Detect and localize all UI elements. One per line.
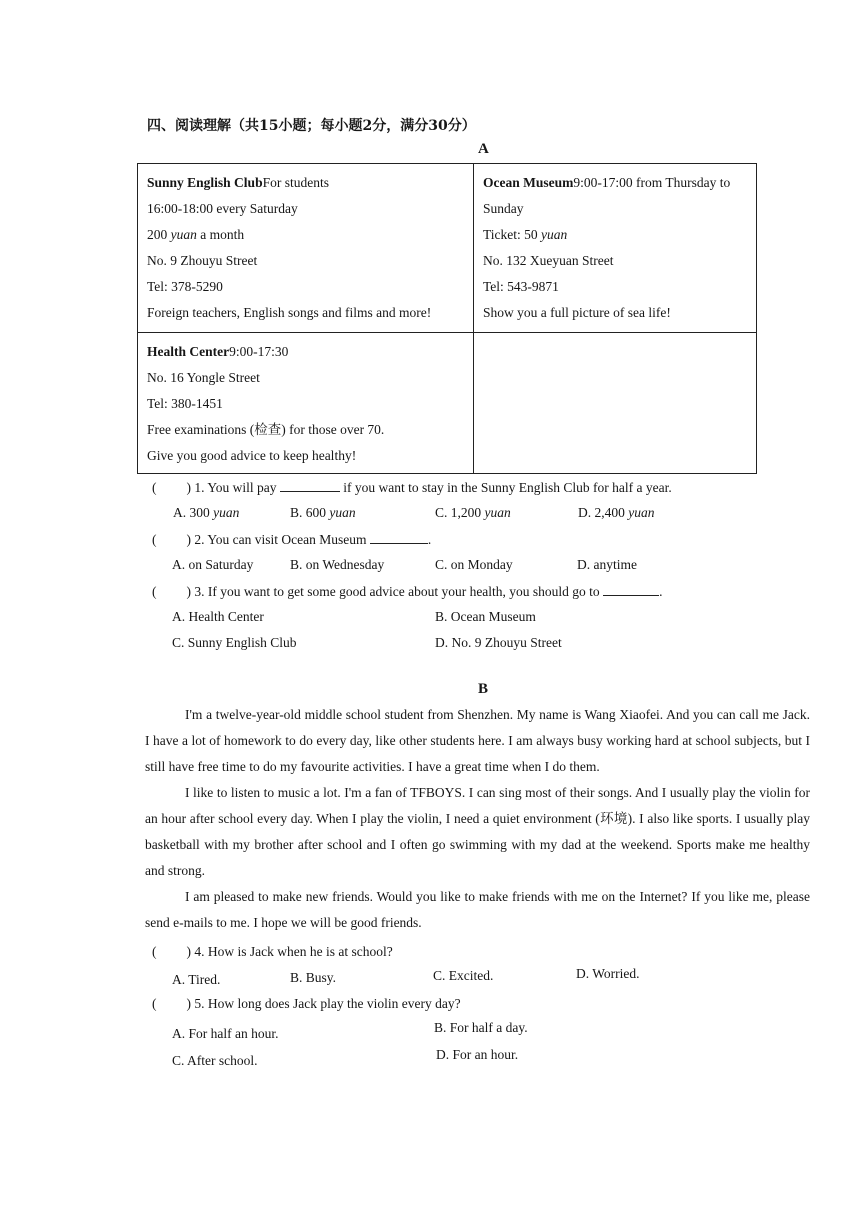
question-stem: You can visit Ocean Museum [207, 532, 367, 547]
question-3 [152, 583, 662, 600]
ad-line: Give you good advice to keep healthy! [147, 448, 357, 463]
question-number: 1. [194, 480, 205, 495]
ad-line: Tel: 378-5290 [147, 279, 223, 294]
answer-paren-open: ( [152, 532, 157, 547]
ad-line: Tel: 543-9871 [483, 279, 559, 294]
ad-health-center [138, 333, 474, 474]
option-d: D. anytime [577, 557, 637, 572]
ad-title: Ocean Museum [483, 175, 574, 190]
option-d: D. No. 9 Zhouyu Street [435, 635, 562, 650]
option-a: A. on Saturday [172, 557, 254, 572]
passage-paragraph-3: I am pleased to make new friends. Would you like to make friends with me on the Internet? If you like me, please send e-mails to me. I hope we will be good friends. [145, 889, 810, 930]
ad-subtitle: 9:00-17:30 [229, 344, 289, 359]
answer-paren-open: ( [152, 996, 157, 1011]
answer-blank[interactable] [603, 583, 659, 596]
option-c: C. on Monday [435, 557, 513, 572]
question-number: 3. [194, 584, 205, 599]
answer-paren-close: ) [186, 584, 191, 599]
ad-title: Sunny English Club [147, 175, 263, 190]
option-c: C. 1,200 yuan [435, 505, 511, 520]
ad-line: No. 132 Xueyuan Street [483, 253, 614, 268]
question-number: 2. [194, 532, 205, 547]
ads-table [137, 163, 757, 474]
question-stem: How is Jack when he is at school? [207, 944, 393, 959]
answer-paren-open: ( [152, 944, 157, 959]
answer-blank[interactable] [370, 531, 428, 544]
answer-paren-close: ) [186, 944, 191, 959]
ad-line: No. 9 Zhouyu Street [147, 253, 258, 268]
option-b: B. For half a day. [434, 1020, 528, 1035]
answer-paren-close: ) [186, 532, 191, 547]
question-stem-end: if you want to stay in the Sunny English Club for half a year. [343, 480, 672, 495]
ad-ocean-museum [474, 164, 757, 333]
question-stem: How long does Jack play the violin every day? [207, 996, 461, 1011]
passage-paragraph-2: I like to listen to music a lot. I'm a fan of TFBOYS. I can sing most of their songs. And I usually play the violin for an hour after school every day. When I play the violin, I need a quiet environment (环境). I also like sports. I usually play basketball with my brother after school and I often go swimming with my dad at the weekend. Sports make me healthy and strong. [145, 785, 810, 878]
ad-line: No. 16 Yongle Street [147, 370, 260, 385]
ad-subtitle: For students [262, 175, 329, 190]
ad-line: Ticket: 50 yuan [483, 227, 568, 242]
answer-paren-close: ) [186, 480, 191, 495]
ad-title: Health Center [147, 344, 230, 359]
option-c: C. Excited. [433, 968, 494, 983]
ad-sunny-english-club [138, 164, 474, 333]
answer-paren-open: ( [152, 584, 157, 599]
option-c: C. After school. [172, 1053, 258, 1068]
question-2 [152, 531, 431, 548]
option-a: A. Health Center [172, 609, 264, 624]
ad-line: Show you a full picture of sea life! [483, 305, 671, 320]
option-d: D. For an hour. [436, 1047, 519, 1062]
ad-line: Sunday [483, 201, 524, 216]
question-stem: If you want to get some good advice about your health, you should go to [207, 584, 600, 599]
passage-paragraph-1: I'm a twelve-year-old middle school student from Shenzhen. My name is Wang Xiaofei. And you can call me Jack. I have a lot of homework to do every day, like other students here. I am always busy working hard at school subjects, but I still have free time to do my favourite activities. I have a great time when I do them. [145, 707, 810, 774]
ad-line: 16:00-18:00 every Saturday [147, 201, 298, 216]
answer-paren-close: ) [186, 996, 191, 1011]
part-a-letter: A [478, 141, 489, 157]
option-d: D. Worried. [576, 966, 640, 981]
option-b: B. Busy. [290, 970, 337, 985]
ad-line: Tel: 380-1451 [147, 396, 223, 411]
option-a: A. Tired. [172, 972, 221, 987]
ad-empty-cell [474, 333, 757, 474]
question-4 [152, 944, 393, 960]
ad-line: Foreign teachers, English songs and films and more! [147, 305, 432, 320]
question-stem-end: . [427, 532, 432, 547]
ad-line: 200 yuan a month [147, 227, 245, 242]
answer-blank[interactable] [280, 479, 340, 492]
part-b-letter: B [478, 681, 489, 697]
answer-paren-open: ( [152, 480, 157, 495]
section-title: 四、阅读理解（共15小题；每小题2分，满分30分） [147, 118, 476, 134]
option-a: A. 300 yuan [173, 505, 240, 520]
option-a: A. For half an hour. [172, 1026, 279, 1041]
ad-line: Free examinations (检查) for those over 70. [147, 422, 385, 437]
option-b: B. Ocean Museum [435, 609, 536, 624]
question-stem-end: . [659, 584, 663, 599]
option-b: B. on Wednesday [290, 557, 385, 572]
option-c: C. Sunny English Club [172, 635, 297, 650]
question-5 [152, 996, 461, 1012]
question-number: 5. [194, 996, 205, 1011]
question-number: 4. [194, 944, 205, 959]
option-b: B. 600 yuan [290, 505, 356, 520]
option-d: D. 2,400 yuan [578, 505, 655, 520]
question-stem: You will pay [207, 480, 277, 495]
ad-subtitle: 9:00-17:00 from Thursday to [573, 175, 731, 190]
question-1 [152, 479, 672, 496]
